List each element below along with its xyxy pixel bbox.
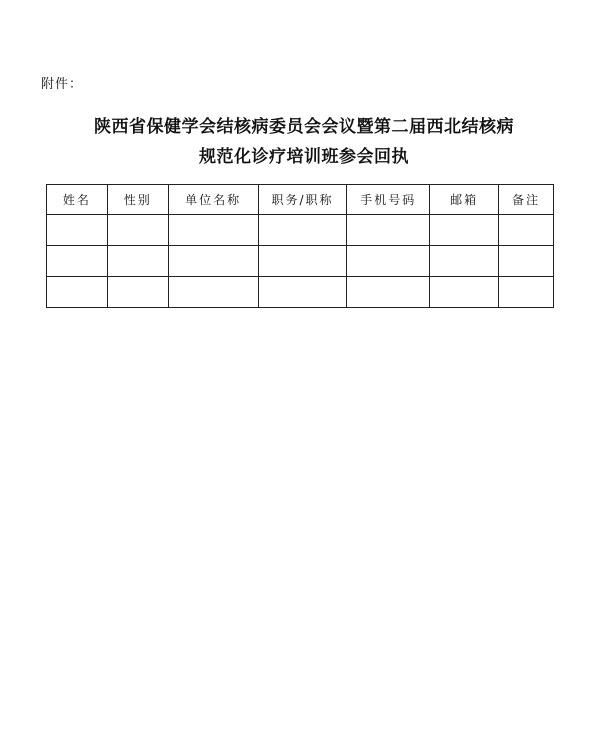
table-cell bbox=[430, 215, 499, 246]
header-gender: 性别 bbox=[107, 185, 168, 215]
table-cell bbox=[258, 277, 347, 308]
table-cell bbox=[47, 246, 108, 277]
table-cell bbox=[347, 277, 430, 308]
table-row bbox=[47, 277, 554, 308]
header-remarks: 备注 bbox=[499, 185, 554, 215]
header-position-title: 职务/职称 bbox=[258, 185, 347, 215]
table-cell bbox=[168, 215, 258, 246]
header-organization: 单位名称 bbox=[168, 185, 258, 215]
table-cell bbox=[499, 215, 554, 246]
table-cell bbox=[107, 246, 168, 277]
table-cell bbox=[499, 277, 554, 308]
title-line-2: 规范化诊疗培训班参会回执 bbox=[199, 147, 409, 167]
table-cell bbox=[430, 277, 499, 308]
table-cell bbox=[47, 215, 108, 246]
header-name: 姓名 bbox=[47, 185, 108, 215]
document-title bbox=[0, 112, 608, 172]
table-cell bbox=[258, 246, 347, 277]
table-cell bbox=[347, 246, 430, 277]
table-cell bbox=[258, 215, 347, 246]
table-cell bbox=[430, 246, 499, 277]
table-cell bbox=[168, 277, 258, 308]
registration-table bbox=[46, 184, 554, 308]
header-phone: 手机号码 bbox=[347, 185, 430, 215]
table-row bbox=[47, 215, 554, 246]
table-cell bbox=[347, 215, 430, 246]
table-cell bbox=[499, 246, 554, 277]
table-row bbox=[47, 246, 554, 277]
table-cell bbox=[47, 277, 108, 308]
header-email: 邮箱 bbox=[430, 185, 499, 215]
table-header-row bbox=[47, 185, 554, 215]
table-cell bbox=[107, 277, 168, 308]
attachment-label: 附件： bbox=[41, 77, 84, 92]
table-cell bbox=[168, 246, 258, 277]
table-cell bbox=[107, 215, 168, 246]
title-line-1: 陕西省保健学会结核病委员会会议暨第二届西北结核病 bbox=[94, 117, 514, 137]
